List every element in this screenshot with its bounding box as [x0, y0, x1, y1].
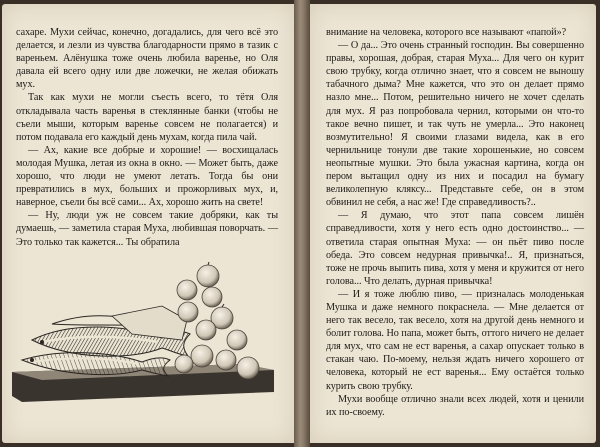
paragraph: — И я тоже люблю пиво, — призналась молоденькая Мушка и даже немного покраснела. — Мне делается от него так весело, так весело, хотя на другой день немного и болит голова. Но папа, может быть, оттого ничего не делает для мух, что сам не ест варенья, а сахар опускает только в стакан чаю. По-моему, нельзя ждать ничего хорошего от человека, который не ест варенья... Ему остаётся только курить свою трубку. [326, 288, 584, 392]
left-page-text [16, 26, 278, 249]
paragraph: Так как мухи не могли съесть всего, то тётя Оля откладывала часть варенья в стеклянные банки (чтобы не съели мыши, которым варенье совсем не полагается) и потом подавала его каждый день мухам, когда пила чай. [16, 92, 278, 143]
book-gutter [294, 0, 310, 447]
still-life-illustration [12, 260, 282, 412]
right-page-text [326, 26, 584, 419]
paragraph: — О да... Это очень странный господин. Вы совершенно правы, хорошая, добрая, старая Муха... Для чего он курит свою трубку, когда отлично знает, что я совсем не выношу табачного дыма? Мне кажется, что это он делает прямо назло мне... Потом, решительно ничего не хочет сделать для мух. Я раз попробовала чернил, которыми он что-то такое вечно пишет, и так чуть не умерла... Это наконец возмутительно! Я своими глазами видела, как в его чернильнице тонули две такие хорошенькие, но совсем неопытные мушки. Это была ужасная картина, когда он пером вытащил одну из них и посадил на бумагу великолепную кляксу... Представьте себе, он в этом обвинил не себя, а нас же! Где справедливость?.. [326, 40, 584, 209]
paragraph: — Я думаю, что этот папа совсем лишён справедливости, хотя у него есть одно достоинство... — ответила старая опытная Муха: — он пьёт пиво после обеда. Это совсем недурная привычка!.. Я, признаться, тоже не прочь выпить пива, хотя у меня и кружится от него голова... Что делать, дурная привычка! [326, 210, 584, 287]
paragraph: — Ну, люди уж не совсем такие добряки, как ты думаешь, — заметила старая Муха, любившая поворчать. — Это только так кажется... Ты обратила [16, 210, 278, 248]
paragraph: сахаре. Мухи сейчас, конечно, догадались, для чего всё это делается, и лезли из чувства благодарности прямо в тазик с вареньем. Алёнушка тоже очень любила варенье, но Оля давала ей всего одну или две ложечки, не желая обижать мух. [16, 27, 278, 91]
left-page [2, 4, 294, 443]
right-page [310, 4, 596, 443]
paragraph: — Ах, какие все добрые и хорошие! — восхищалась молодая Мушка, летая из окна в окно. — Может быть, даже хорошо, что люди не умеют летать. Тогда бы они превратились в мух, больших и прожорливых мух, и, наверное, съели бы всё сами... Ах, хорошо жить на свете! [16, 144, 278, 209]
paragraph: внимание на человека, которого все называют «папой»? [326, 27, 567, 38]
paragraph: Мухи вообще отлично знали всех людей, хотя и ценили их по-своему. [326, 393, 584, 418]
